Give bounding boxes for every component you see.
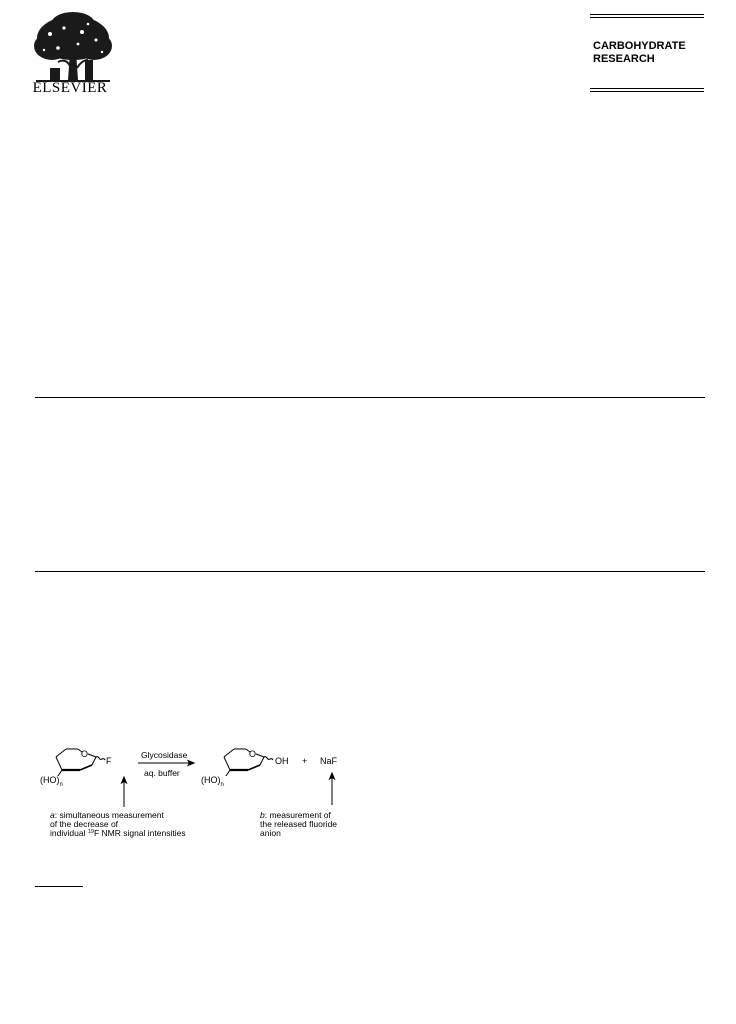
product-hydroxyl-label: (HO)	[201, 775, 221, 785]
product-hydroxyls	[201, 775, 224, 788]
note-b-line3: anion	[260, 828, 281, 838]
footnote-separator	[35, 886, 83, 887]
plus-sign: +	[302, 756, 308, 766]
section-divider-top	[35, 397, 705, 398]
journal-title	[593, 40, 686, 66]
note-b-line1: : measurement of	[264, 810, 331, 820]
byproduct-naf: NaF	[320, 756, 338, 766]
reagent-buffer: aq. buffer	[144, 768, 180, 778]
reaction-scheme	[36, 745, 366, 845]
note-a-line2: of the decrease of	[50, 819, 119, 829]
note-a-label: a	[50, 810, 55, 820]
journal-rule-bottom-1	[590, 88, 704, 89]
reactant-fluorine: F	[106, 756, 112, 766]
journal-rule-top-1	[590, 14, 704, 15]
section-divider-bottom	[35, 571, 705, 572]
reactant-hydroxyl-label: (HO)	[40, 775, 60, 785]
note-b-label: b	[260, 810, 265, 820]
publisher-name: ELSEVIER	[32, 80, 108, 96]
product-ring-oxygen: O	[249, 749, 257, 759]
svg-text:individual 19F NMR signal inte	[50, 828, 186, 838]
note-a-line3-suffix: F NMR signal intensities	[93, 828, 186, 838]
reagent-enzyme: Glycosidase	[141, 750, 188, 760]
note-b-line2: the released fluoride	[260, 819, 338, 829]
reaction-arrow	[138, 761, 194, 766]
note-a-superscript: 19	[87, 829, 94, 835]
note-a-line3-prefix: individual	[50, 828, 88, 838]
reactant-ring-oxygen: O	[81, 749, 89, 759]
note-a	[50, 810, 186, 838]
product-hydroxyl-subscript: n	[220, 782, 224, 788]
arrow-b	[330, 773, 335, 805]
journal-rule-bottom-2	[590, 91, 704, 92]
arrow-a	[122, 777, 127, 807]
reactant-hydroxyls	[40, 775, 63, 788]
note-b	[260, 810, 337, 838]
note-a-line1: : simultaneous measurement	[54, 810, 164, 820]
reactant-hydroxyl-subscript: n	[59, 782, 63, 788]
journal-rule-top-2	[590, 17, 704, 18]
product-hydroxyl: OH	[275, 756, 289, 766]
journal-title-line2: RESEARCH	[593, 53, 655, 65]
journal-title-line1: CARBOHYDRATE	[593, 40, 686, 52]
